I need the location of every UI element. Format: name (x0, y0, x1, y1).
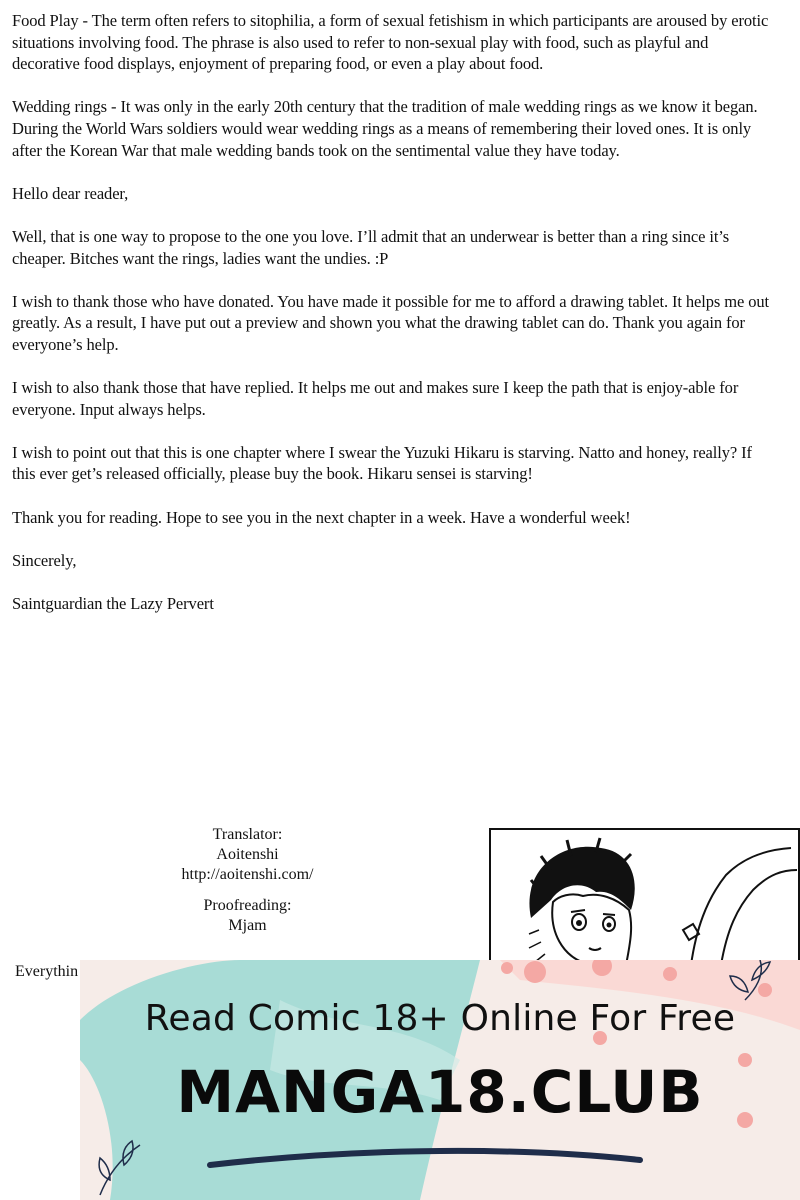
wedding-rings-paragraph (12, 96, 776, 161)
signature: Saintguardian the Lazy Pervert (12, 594, 214, 614)
manga-boy-illustration (491, 830, 798, 965)
food-play-paragraph (12, 10, 776, 75)
paragraph-starving: I wish to point out that this is one chapter where I swear the Yuzuki Hikaru is starving. Natto and honey, really? If this ever get’s released officially, please buy the book. Hikaru sensei is starving! (12, 442, 752, 484)
document-body (12, 10, 776, 636)
paragraph-proposal: Well, that is one way to propose to the one you love. I’ll admit that an underwear is better than a ring since it’s cheaper. Bitches want the rings, ladies want the undies. :P (12, 226, 730, 268)
paragraph-thanks: Thank you for reading. Hope to see you in the next chapter in a week. Have a wonderful week! (12, 507, 631, 527)
translator-name: Aoitenshi (216, 846, 279, 863)
pink-dot (524, 961, 546, 983)
paragraph-donations: I wish to thank those who have donated. You have made it possible for me to afford a drawing tablet. It helps me out greatly. As a result, I have put out a preview and shown you what the drawing tablet can do. Thank you again for everyone’s help. (12, 291, 770, 354)
translator-label: Translator: (212, 826, 283, 843)
manga-panel-image (489, 828, 800, 965)
credits-block (160, 825, 335, 936)
translator-url: http://aoitenshi.com/ (181, 866, 314, 883)
wedding-rings-term: Wedding rings - (12, 97, 121, 117)
pink-dot (758, 983, 772, 997)
banner-subtitle: Read Comic 18+ Online For Free (144, 998, 736, 1039)
pink-dot (663, 967, 677, 981)
proofreading-label: Proofreading: (203, 897, 292, 914)
banner-site-title[interactable]: MANGA18.CLUB (176, 1058, 704, 1126)
promo-banner[interactable] (80, 960, 800, 1200)
paragraph-replies: I wish to also thank those that have replied. It helps me out and makes sure I keep the path that is enjoy-able for everyone. Input always helps. (12, 378, 739, 419)
food-play-term: Food Play - (12, 11, 92, 30)
truncated-text: Everythin (15, 963, 79, 980)
greeting: Hello dear reader, (12, 183, 129, 203)
pink-dot (501, 962, 513, 974)
proofreader-name: Mjam (228, 917, 267, 934)
wedding-rings-text: It was only in the early 20th century that the tradition of male wedding rings as we know it began. During the World Wars soldiers would wear wedding rings as a means of remembering their loved ones. It is only after the Korean War that male wedding bands took on the sentimental value they have today. (12, 97, 758, 160)
closing: Sincerely, (12, 550, 77, 570)
food-play-text: The term often refers to sitophilia, a form of sexual fetishism in which participants are aroused by erotic situations involving food. The phrase is also used to refer to non-sexual play with food, such as playful and decorative food displays, enjoyment of preparing food, or even a play about food. (12, 11, 769, 74)
